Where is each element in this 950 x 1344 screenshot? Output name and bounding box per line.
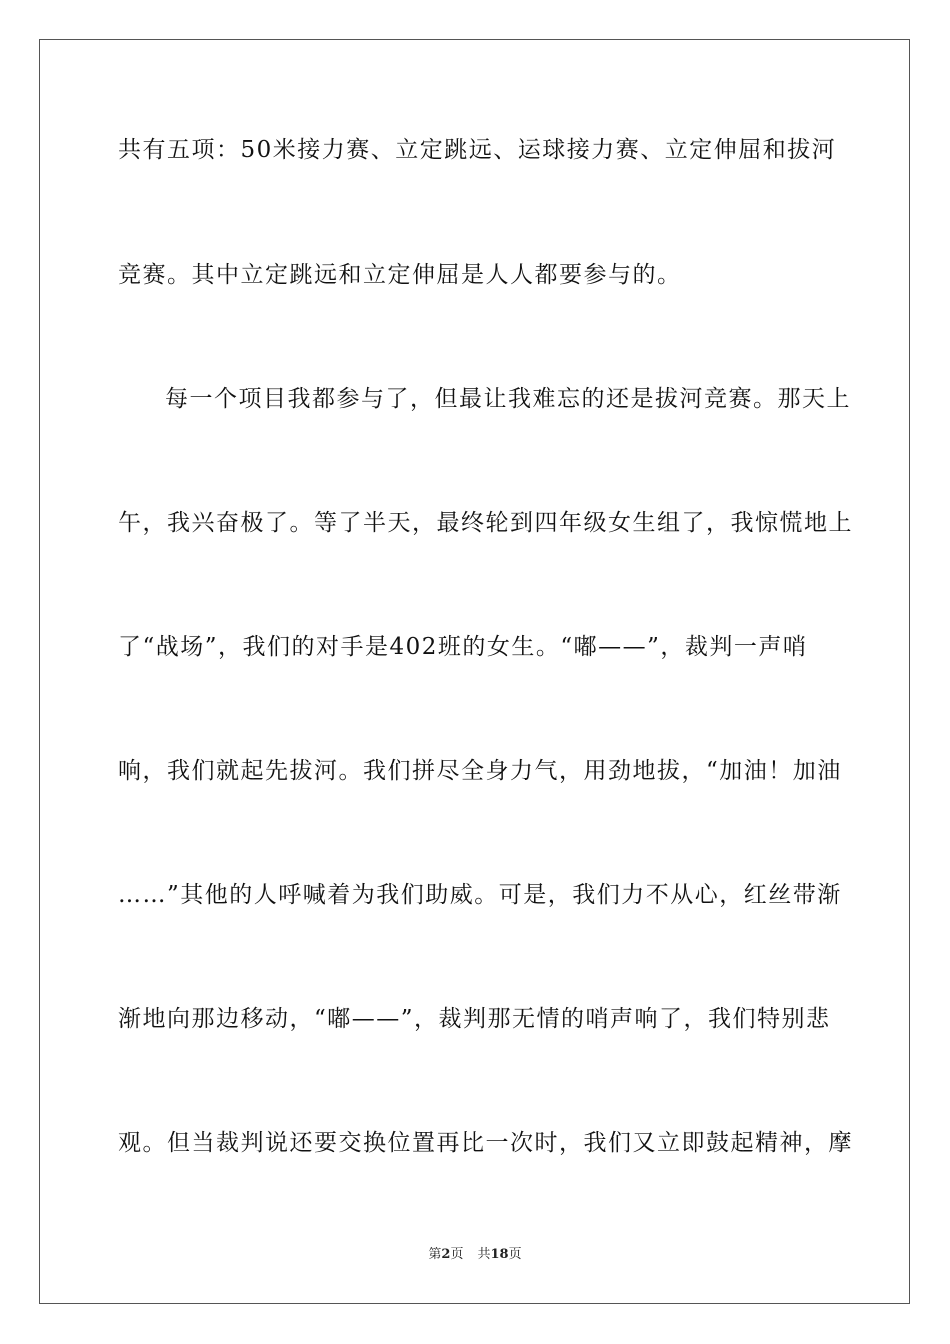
- paragraph-line-2: 竞赛。其中立定跳远和立定伸屈是人人都要参与的。: [118, 262, 682, 288]
- paragraph-line-8: 渐地向那边移动，“嘟——”，裁判那无情的哨声响了，我们特别悲: [118, 1006, 831, 1032]
- total-prefix: 共: [477, 1247, 491, 1262]
- paragraph-line-6: 响，我们就起先拔河。我们拼尽全身力气，用劲地拔，“加油！加油: [118, 758, 842, 784]
- page-border: [39, 39, 910, 1304]
- total-suffix: 页: [508, 1247, 522, 1262]
- page-prefix: 第: [428, 1247, 442, 1262]
- paragraph-line-5: 了“战场”，我们的对手是402班的女生。“嘟——”，裁判一声哨: [118, 634, 808, 660]
- total-pages: 18: [490, 1247, 509, 1262]
- page-number: 2: [441, 1247, 451, 1262]
- paragraph-line-1: 共有五项：50米接力赛、立定跳远、运球接力赛、立定伸屈和拔河: [118, 137, 837, 163]
- page-footer: [0, 1246, 950, 1264]
- paragraph-line-4: 午，我兴奋极了。等了半天，最终轮到四年级女生组了，我惊慌地上: [118, 510, 853, 536]
- paragraph-line-7: ……”其他的人呼喊着为我们助威。可是，我们力不从心，红丝带渐: [118, 882, 842, 908]
- paragraph-line-9: 观。但当裁判说还要交换位置再比一次时，我们又立即鼓起精神，摩: [118, 1130, 853, 1156]
- paragraph-line-3: 每一个项目我都参与了，但最让我难忘的还是拔河竞赛。那天上: [165, 386, 851, 412]
- page-suffix: 页: [450, 1247, 464, 1262]
